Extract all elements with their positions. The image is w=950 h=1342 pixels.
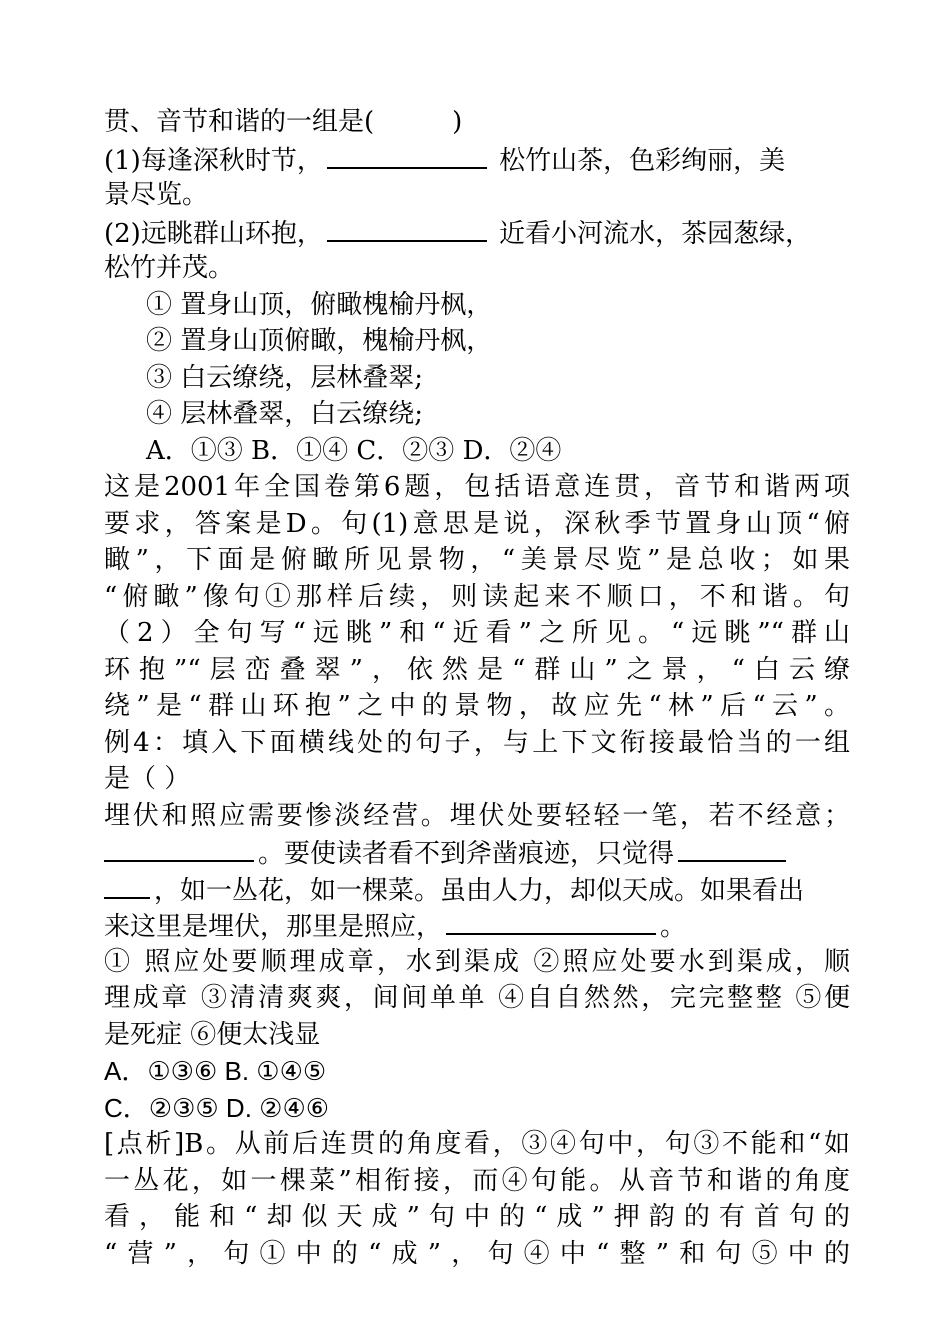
line-text: (1)每逢深秋时节，: [104, 145, 323, 176]
analysis-line: 看，能和“却似天成”句中的“成”押韵的有首句的: [104, 1202, 850, 1232]
answer-blank[interactable]: [104, 871, 150, 899]
option-text: ① 置身山顶，俯瞰槐榆丹枫，: [146, 289, 493, 320]
text-line: [104, 177, 850, 214]
text-line: 绕”是“群山环抱”之中的景物，故应先“林”后“云”。: [104, 691, 850, 721]
text-line: [104, 104, 850, 141]
text-line: 环抱”“层峦叠翠”，依然是“群山”之景，“白云缭: [104, 654, 850, 685]
answer-blank[interactable]: [104, 834, 254, 862]
option-line: [104, 323, 850, 360]
text-line: 是（ ）: [104, 764, 191, 794]
text-line: [104, 907, 850, 944]
answer-blank[interactable]: [446, 907, 656, 935]
text-line: [104, 871, 850, 908]
example-heading: 例4：填入下面横线处的句子，与上下文衔接最恰当的一组: [104, 727, 850, 758]
analysis-line: “营”，句①中的“成”，句④中“整”和句⑤中的: [104, 1238, 850, 1269]
option-line: [104, 360, 850, 397]
option-line: 理成章 ③清清爽爽，间间单单 ④自自然然，完完整整 ⑤便: [104, 983, 850, 1013]
option-text: ④ 层林叠翠，白云缭绕;: [146, 399, 424, 429]
answer-blank[interactable]: [678, 834, 786, 862]
option-line: [104, 287, 850, 324]
text-line: 埋伏和照应需要惨淡经营。埋伏处要轻轻一笔，若不经意；: [104, 800, 850, 831]
line-text: ，如一丛花，如一棵菜。虽由人力，却似天成。如果看出: [154, 875, 805, 906]
line-text: 来这里是埋伏，那里是照应，: [104, 912, 443, 942]
line-text: 景尽览。: [104, 180, 209, 210]
text-line: [104, 141, 850, 178]
text-line: 要求，答案是D。句(1)意思是说，深秋季节置身山顶“俯: [104, 508, 850, 539]
answer-blank[interactable]: [327, 214, 487, 242]
answer-choices: [104, 433, 850, 470]
option-text: ② 置身山顶俯瞰，槐榆丹枫，: [146, 326, 493, 356]
text-line: [104, 214, 850, 251]
option-line: 是死症 ⑥便太浅显: [104, 1019, 321, 1050]
line-text: (2)远眺群山环抱，: [104, 218, 323, 249]
line-text: 。: [660, 912, 687, 942]
option-line: [104, 396, 850, 433]
text-line: [104, 250, 850, 287]
answer-blank[interactable]: [327, 141, 487, 169]
analysis-line: [点析]B。从前后连贯的角度看，③④句中，句③不能和“如: [104, 1129, 850, 1159]
option-line: ① 照应处要顺理成章，水到渠成 ②照应处要水到渠成，顺: [104, 946, 850, 977]
text-line: 这是2001年全国卷第6题，包括语意连贯，音节和谐两项: [104, 472, 850, 502]
line-text: 贯、音节和谐的一组是( ): [104, 107, 463, 137]
text-line: （2）全句写“远眺”和“近看”之所见。“远眺”“群山: [104, 618, 850, 648]
line-text: 松竹并茂。: [104, 253, 235, 283]
line-text: 。要使读者看不到斧凿痕迹，只觉得: [258, 839, 675, 869]
option-text: ③ 白云缭绕，层林叠翠;: [146, 362, 424, 393]
line-text: 松竹山茶，色彩绚丽，美: [490, 145, 786, 176]
answer-choices: A．①③⑥ B. ①④⑤: [104, 1056, 327, 1086]
document-body: [104, 104, 850, 1272]
text-line: [104, 834, 850, 871]
answer-choices: C．②③⑤ D. ②④⑥: [104, 1092, 330, 1123]
line-text: 近看小河流水，茶园葱绿，: [490, 218, 812, 249]
text-line: 瞰”，下面是俯瞰所见景物，“美景尽览”是总收；如果: [104, 545, 850, 575]
text-line: “俯瞰”像句①那样后续，则读起来不顺口，不和谐。句: [104, 581, 850, 612]
analysis-line: 一丛花，如一棵菜”相衔接，而④句能。从音节和谐的角度: [104, 1165, 850, 1196]
choices-text: A．①③ B．①④ C．②③ D．②④: [146, 435, 562, 466]
